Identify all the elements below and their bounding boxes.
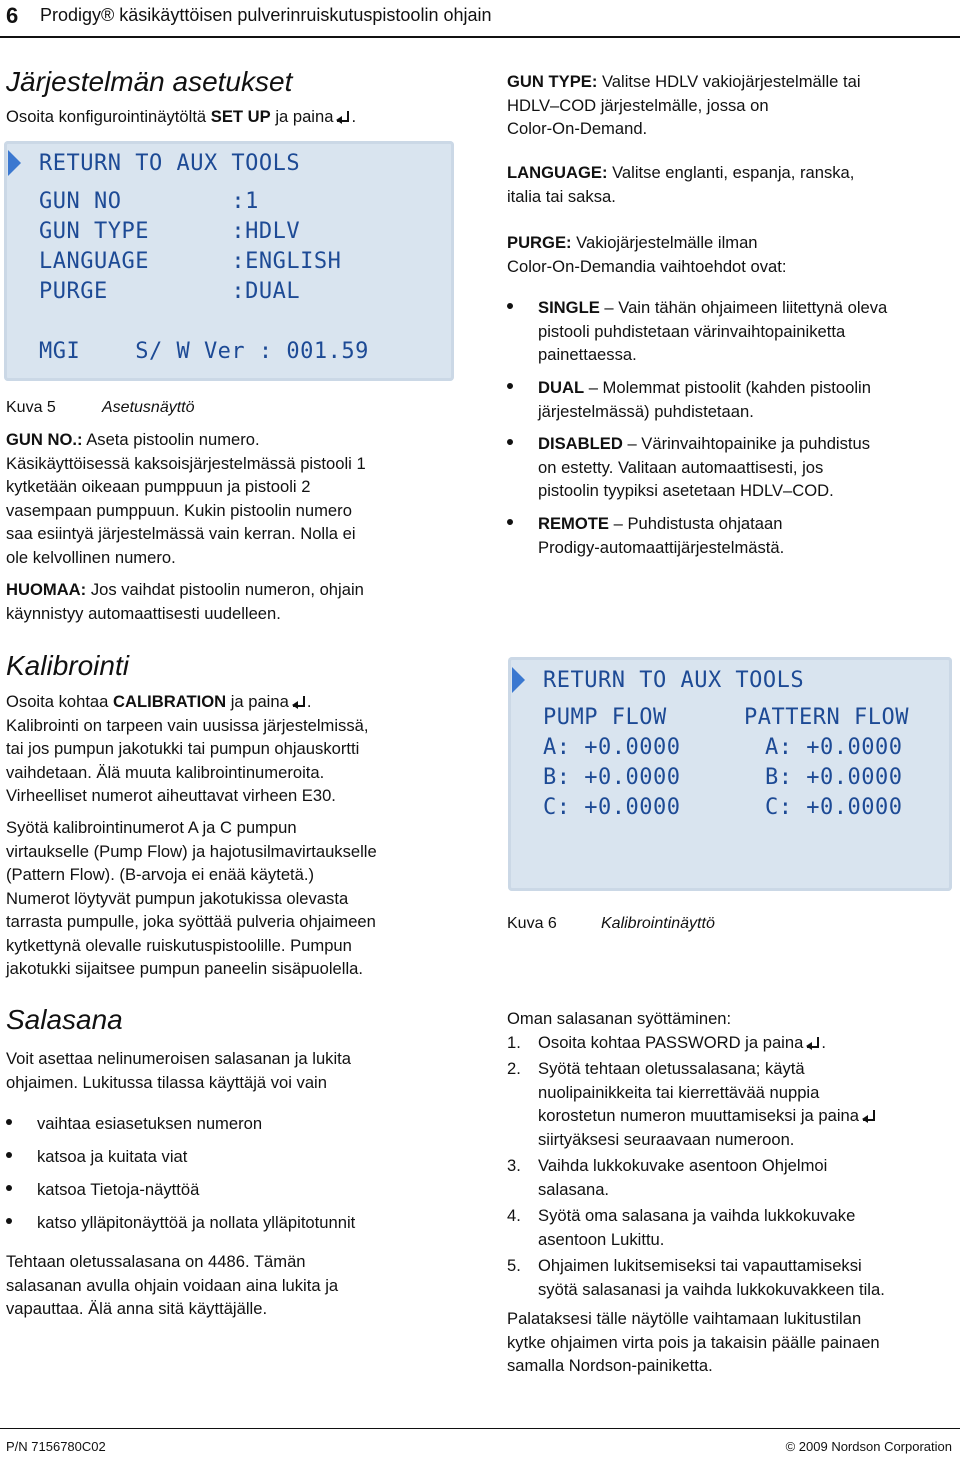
bullet	[507, 439, 513, 445]
gun-no-paragraph: GUN NO.: Aseta pistoolin numero. Käsikäyttöisessä kaksoisjärjestelmässä pistooli 1 kytketään oikeaan pumppuun ja pistooli 2 vasempaan pumppuun. Kukin pistoolin numero saa esiintyä järjestelmässä vain kerran. Nolla ei ole kelvollinen numero.	[6, 430, 366, 567]
return-key-icon	[293, 696, 307, 710]
copyright: © 2009 Nordson Corporation	[785, 1439, 952, 1454]
screen-line: PURGE :DUAL	[39, 279, 301, 304]
purge-option-single: SINGLE – Vain tähän ohjaimeen liitettynä oleva pistooli puhdistetaan värinvaihtopainiketta painettaessa.	[538, 298, 888, 364]
calibration-screen	[508, 657, 952, 891]
step-text: Osoita kohtaa PASSWORD ja paina .	[538, 1033, 826, 1052]
cursor-arrow-icon	[8, 150, 21, 176]
calibration-paragraph: Syötä kalibrointinumerot A ja C pumpun virtaukselle (Pump Flow) ja hajotusilmavirtaukselle (Pattern Flow). (B-arvoja ei enää käytetä.) Numerot löytyvät pumpun jakotukissa olevasta tarrasta pumpulle, joka syöttää pulveria ohjaimeen kytkettynä olevalle ruiskutuspistoolille. Pumpun jakotukki sijaitsee pumpun paneelin sisäpuolella.	[6, 818, 377, 978]
setup-intro: Osoita konfigurointinäytöltä SET UP ja paina .	[6, 107, 357, 126]
screen-line: C: +0.0000	[765, 795, 903, 820]
password-intro: Voit asettaa nelinumeroisen salasanan ja lukita ohjaimen. Lukitussa tilassa käyttäjä voi vain	[6, 1049, 352, 1092]
step-text: Vaihda lukkokuvake asentoon Ohjelmoi salasana.	[538, 1156, 828, 1199]
screen-line: PUMP FLOW	[543, 705, 667, 730]
document-title: Prodigy® käsikäyttöisen pulverinruiskutuspistoolin ohjain	[40, 5, 492, 25]
screen-line: PATTERN FLOW	[744, 705, 909, 730]
step-text: Syötä tehtaan oletussalasana; käytä nuolipainikkeita tai kierrettävää nuppia korostetun numeron muuttamiseksi ja paina siirtyäksesi seuraavaan numeroon.	[538, 1057, 958, 1151]
setup-screen	[4, 141, 454, 381]
screen-line: RETURN TO AUX TOOLS	[543, 668, 805, 693]
calibration-heading: Kalibrointi	[6, 650, 129, 681]
purge-option-remote: REMOTE – Puhdistusta ohjataan Prodigy-automaattijärjestelmästä.	[538, 514, 785, 557]
bullet	[507, 383, 513, 389]
cursor-arrow-icon	[512, 667, 525, 693]
bullet	[6, 1185, 12, 1191]
step-number: 2.	[507, 1059, 521, 1078]
purge-option-disabled: DISABLED – Värinvaihtopainike ja puhdistus on estetty. Valitaan automaattisesti, jos pistoolin tyypiksi asetetaan HDLV–COD.	[538, 434, 871, 500]
bullet	[6, 1119, 12, 1125]
step-text: Ohjaimen lukitsemiseksi tai vapauttamiseksi syötä salasanasi ja vaihda lukkokuvakkeen tila.	[538, 1256, 885, 1299]
purge-paragraph: PURGE: Vakiojärjestelmälle ilman Color-On-Demandia vaihtoehdot ovat:	[507, 233, 787, 276]
gun-type-paragraph: GUN TYPE: Valitse HDLV vakiojärjestelmälle tai HDLV–COD järjestelmälle, jossa on Color-On-Demand.	[507, 72, 861, 138]
figure-caption: Kuva 6 Kalibrointinäyttö	[507, 915, 715, 932]
calibration-intro: Osoita kohtaa CALIBRATION ja paina . Kalibrointi on tarpeen vain uusissa järjestelmissä, tai jos pumpun jakotukki tai pumpun ohjauskortti vaihdetaan. Älä muuta kalibrointinumeroita. Virheelliset numerot aiheuttavat virheen E30.	[6, 692, 369, 805]
screen-line: A: +0.0000	[765, 735, 903, 760]
screen-line: GUN TYPE :HDLV	[39, 219, 301, 244]
password-heading: Salasana	[6, 1004, 123, 1035]
step-number: 3.	[507, 1156, 521, 1175]
screen-line: RETURN TO AUX TOOLS	[39, 151, 301, 176]
password-outro: Tehtaan oletussalasana on 4486. Tämän salasanan avulla ohjain voidaan aina lukita ja vapauttaa. Älä anna sitä käyttäjälle.	[6, 1252, 339, 1318]
screen-line: A: +0.0000	[543, 735, 681, 760]
step-text: Syötä oma salasana ja vaihda lukkokuvake asentoon Lukittu.	[538, 1206, 856, 1249]
step-number: 5.	[507, 1256, 521, 1275]
bullet	[6, 1218, 12, 1224]
setup-heading: Järjestelmän asetukset	[6, 66, 293, 97]
list-item: katso ylläpitonäyttöä ja nollata ylläpitotunnit	[37, 1213, 356, 1232]
purge-option-dual: DUAL – Molemmat pistoolit (kahden pistoolin järjestelmässä) puhdistetaan.	[538, 378, 871, 421]
screen-line: B: +0.0000	[543, 765, 681, 790]
bullet	[507, 519, 513, 525]
return-key-icon	[863, 1110, 877, 1124]
password-closing: Palataksesi tälle näytölle vaihtamaan lukitustilan kytke ohjaimen virta pois ja takaisin päälle painaen samalla Nordson-painiketta.	[507, 1309, 880, 1375]
bullet	[507, 303, 513, 309]
return-key-icon	[807, 1037, 821, 1051]
note-paragraph: HUOMAA: Jos vaihdat pistoolin numeron, ohjain käynnistyy automaattisesti uudelleen.	[6, 580, 364, 623]
figure-caption: Kuva 5 Asetusnäyttö	[6, 399, 195, 416]
page-number: 6	[6, 3, 19, 28]
list-item: katsoa ja kuitata viat	[37, 1147, 188, 1166]
language-paragraph: LANGUAGE: Valitse englanti, espanja, ranska, italia tai saksa.	[507, 163, 855, 206]
step-number: 4.	[507, 1206, 521, 1225]
list-item: katsoa Tietoja-näyttöä	[37, 1180, 200, 1199]
screen-line: LANGUAGE :ENGLISH	[39, 249, 342, 274]
part-number: P/N 7156780C02	[6, 1439, 106, 1454]
footer-rule	[0, 1428, 960, 1429]
step-number: 1.	[507, 1033, 521, 1052]
header-rule	[0, 36, 960, 38]
return-key-icon	[337, 111, 351, 125]
list-item: vaihtaa esiasetuksen numeron	[37, 1114, 263, 1133]
screen-line: C: +0.0000	[543, 795, 681, 820]
own-password-title: Oman salasanan syöttäminen:	[507, 1009, 732, 1028]
screen-line: GUN NO :1	[39, 189, 259, 214]
screen-line: B: +0.0000	[765, 765, 903, 790]
bullet	[6, 1152, 12, 1158]
screen-line: MGI S/ W Ver : 001.59	[39, 339, 369, 364]
